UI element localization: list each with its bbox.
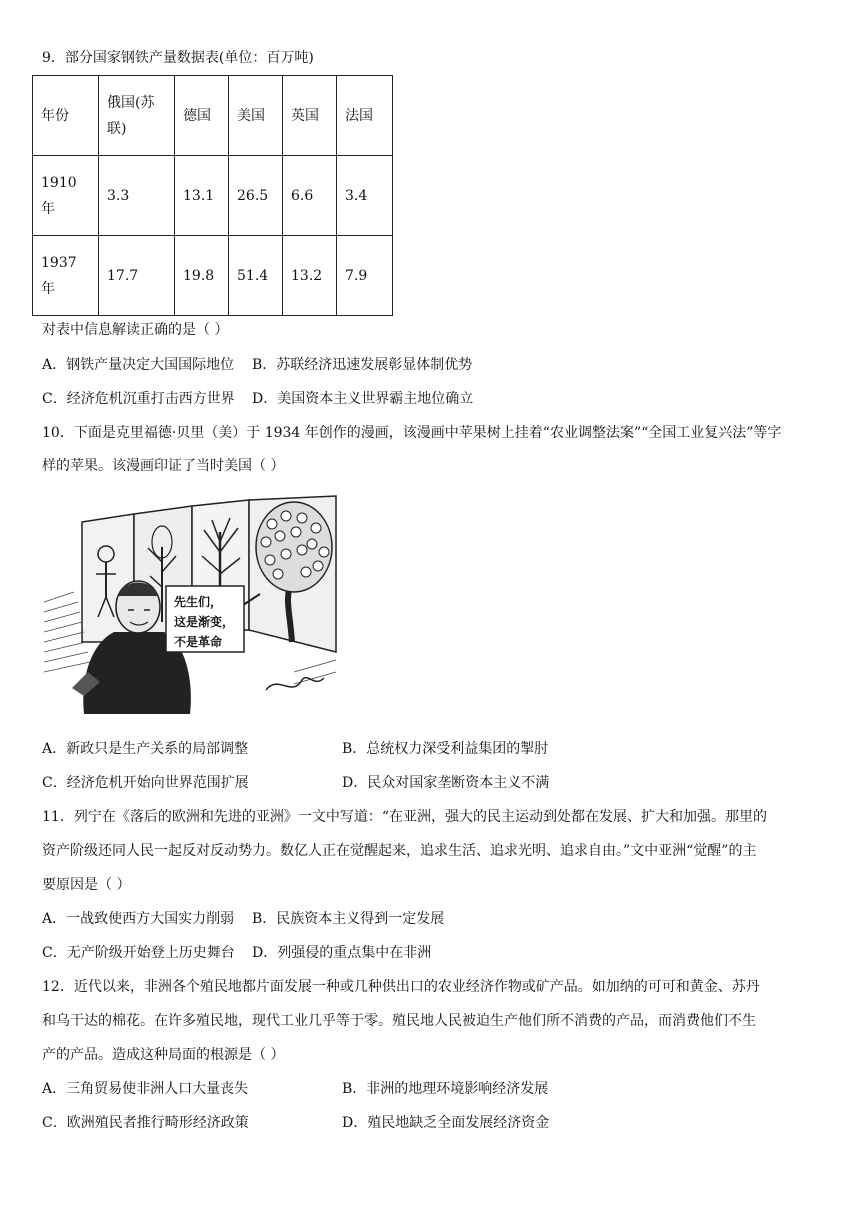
q12-option-a[interactable]: A．三角贸易使非洲人口大量丧失 (42, 1081, 249, 1097)
header-cell-germany: 德国 (175, 76, 229, 156)
q12-option-d[interactable]: D．殖民地缺乏全面发展经济资金 (342, 1115, 550, 1131)
q9-title: 9．部分国家钢铁产量数据表(单位：百万吨) (42, 50, 314, 66)
new-deal-cartoon-image (44, 492, 338, 714)
table-row (33, 236, 393, 316)
table-cell: 3.3 (99, 156, 175, 236)
table-cell: 26.5 (229, 156, 283, 236)
table-header-row (33, 76, 393, 156)
table-cell: 17.7 (99, 236, 175, 316)
q12-stem-line3: 产的产品。造成这种局面的根源是（ ） (42, 1047, 285, 1063)
q9-option-b[interactable]: B．苏联经济迅速发展彰显体制优势 (252, 357, 473, 373)
q10-option-d[interactable]: D．民众对国家垄断资本主义不满 (342, 775, 550, 791)
steel-production-table (32, 75, 393, 316)
q9-stem: 对表中信息解读正确的是（ ） (42, 322, 229, 338)
q10-stem-line1: 10．下面是克里福德·贝里（美）于 1934 年创作的漫画，该漫画中苹果树上挂着“农业调整法案”“全国工业复兴法”等字 (42, 425, 782, 441)
q11-stem-line3: 要原因是（ ） (42, 877, 131, 893)
cartoon-caption-line2: 这是渐变， (174, 615, 235, 629)
header-cell-year: 年份 (33, 76, 99, 156)
header-cell-russia: 俄国(苏联) (99, 76, 175, 156)
table-cell: 3.4 (337, 156, 393, 236)
table-cell: 13.2 (283, 236, 337, 316)
q10-stem-line2: 样的苹果。该漫画印证了当时美国（ ） (42, 458, 285, 474)
q12-stem-line1: 12．近代以来，非洲各个殖民地都片面发展一种或几种供出口的农业经济作物或矿产品。如加纳的可可和黄金、苏丹 (42, 979, 760, 995)
header-cell-usa: 美国 (229, 76, 283, 156)
table-cell: 51.4 (229, 236, 283, 316)
q10-option-b[interactable]: B．总统权力深受利益集团的掣肘 (342, 741, 549, 757)
table-cell: 1910年 (33, 156, 99, 236)
q11-stem-line2: 资产阶级还同人民一起反对反动势力。数亿人正在觉醒起来，追求生活、追求光明、追求自由。”文中亚洲“觉醒”的主 (42, 843, 757, 859)
table-cell: 7.9 (337, 236, 393, 316)
q11-option-c[interactable]: C．无产阶级开始登上历史舞台 (42, 945, 235, 961)
table-cell: 13.1 (175, 156, 229, 236)
q9-option-c[interactable]: C．经济危机沉重打击西方世界 (42, 391, 235, 407)
table-cell: 19.8 (175, 236, 229, 316)
q11-stem-line1: 11．列宁在《落后的欧洲和先进的亚洲》一文中写道：“在亚洲，强大的民主运动到处都在发展、扩大和加强。那里的 (42, 809, 767, 825)
q9-option-a[interactable]: A．钢铁产量决定大国国际地位 (42, 357, 235, 373)
cartoon-caption-line1: 先生们， (174, 595, 223, 609)
q10-option-c[interactable]: C．经济危机开始向世界范围扩展 (42, 775, 249, 791)
q12-stem-line2: 和乌干达的棉花。在许多殖民地，现代工业几乎等于零。殖民地人民被迫生产他们所不消费的产品，而消费他们不生 (42, 1013, 756, 1029)
header-cell-uk: 英国 (283, 76, 337, 156)
q12-option-c[interactable]: C．欧洲殖民者推行畸形经济政策 (42, 1115, 249, 1131)
cartoon-caption-line3: 不是革命 (174, 635, 223, 649)
table-cell: 6.6 (283, 156, 337, 236)
header-cell-france: 法国 (337, 76, 393, 156)
table-cell: 1937年 (33, 236, 99, 316)
q11-option-b[interactable]: B．民族资本主义得到一定发展 (252, 911, 445, 927)
q11-option-a[interactable]: A．一战致使西方大国实力削弱 (42, 911, 235, 927)
q11-option-d[interactable]: D．列强侵的重点集中在非洲 (252, 945, 432, 961)
q12-option-b[interactable]: B．非洲的地理环境影响经济发展 (342, 1081, 549, 1097)
q9-option-d[interactable]: D．美国资本主义世界霸主地位确立 (252, 391, 474, 407)
q10-option-a[interactable]: A．新政只是生产关系的局部调整 (42, 741, 249, 757)
table-row (33, 156, 393, 236)
